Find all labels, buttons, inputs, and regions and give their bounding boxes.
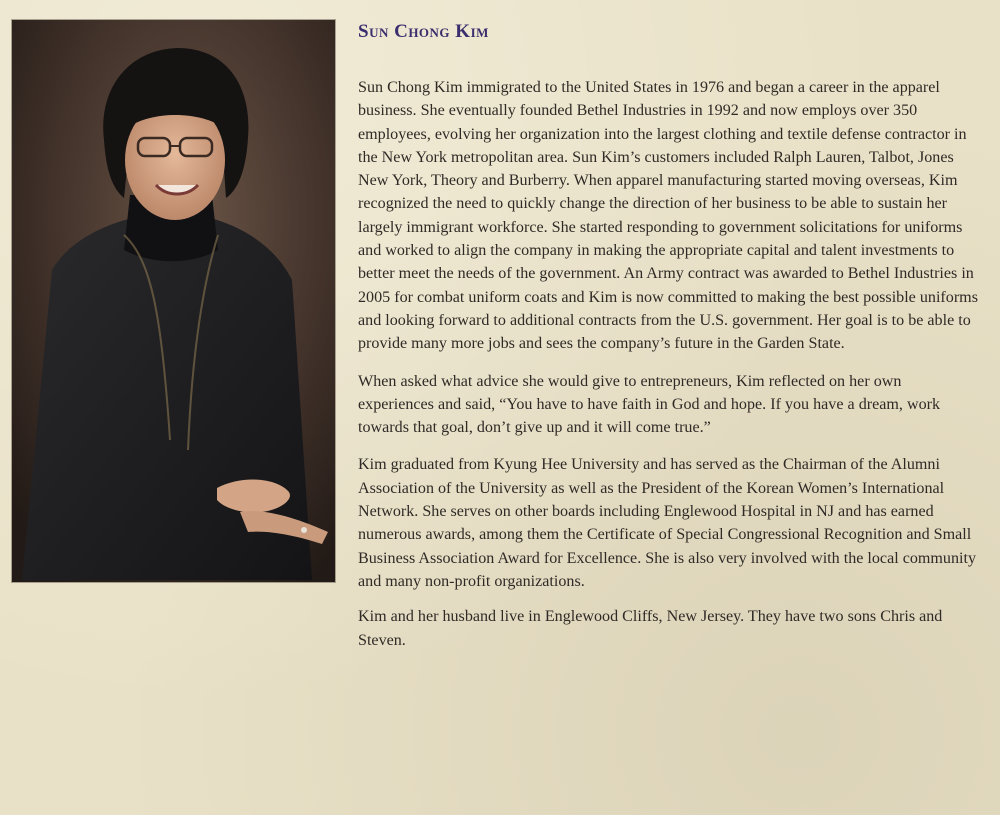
- profile-title: Sun Chong Kim: [358, 21, 489, 42]
- bio-paragraph-career: Sun Chong Kim immigrated to the United States in 1976 and began a career in the apparel business. She eventually founded Bethel Industries in 1992 and now employs over 350 employees, evolving her organization into the largest clothing and textile defense contractor in the New York metropolitan area. Sun Kim’s customers included Ralph Lauren, Talbot, Jones New York, Theory and Burberry. When apparel manufacturing started moving overseas, Kim recognized the need to quickly change the direction of her business to be able to sustain her largely immigrant workforce. She started responding to government solicitations for uniforms and worked to align the company in making the appropriate capital and talent investments to better meet the needs of the government. An Army contract was awarded to Bethel Industries in 2005 for combat uniform coats and Kim is now committed to making the best possible uniforms and looking forward to additional contracts from the U.S. government. Her goal is to be able to provide many more jobs and sees the company’s future in the Garden State.: [358, 79, 978, 353]
- bio-paragraph-education: Kim graduated from Kyung Hee University and has served as the Chairman of the Alumni Association of the University as well as the President of the Korean Women’s International Network. She serves on other boards including Englewood Hospital in NJ and has earned numerous awards, among them the Certificate of Special Congressional Recognition and Small Business Association Award for Excellence. She is also very involved with the local community and many non-profit organizations.: [358, 456, 977, 590]
- bio-paragraph-advice: When asked what advice she would give to entrepreneurs, Kim reflected on her own experiences and said, “You have to have faith in God and hope. If you have a dream, work towards that goal, don’t give up and it will come true.”: [358, 372, 941, 437]
- portrait-illustration: [12, 20, 335, 582]
- profile-article: [358, 20, 978, 652]
- bio-paragraph-family: Kim and her husband live in Englewood Cliffs, New Jersey. They have two sons Chris and Steven.: [358, 608, 943, 649]
- portrait-photo: [12, 20, 335, 582]
